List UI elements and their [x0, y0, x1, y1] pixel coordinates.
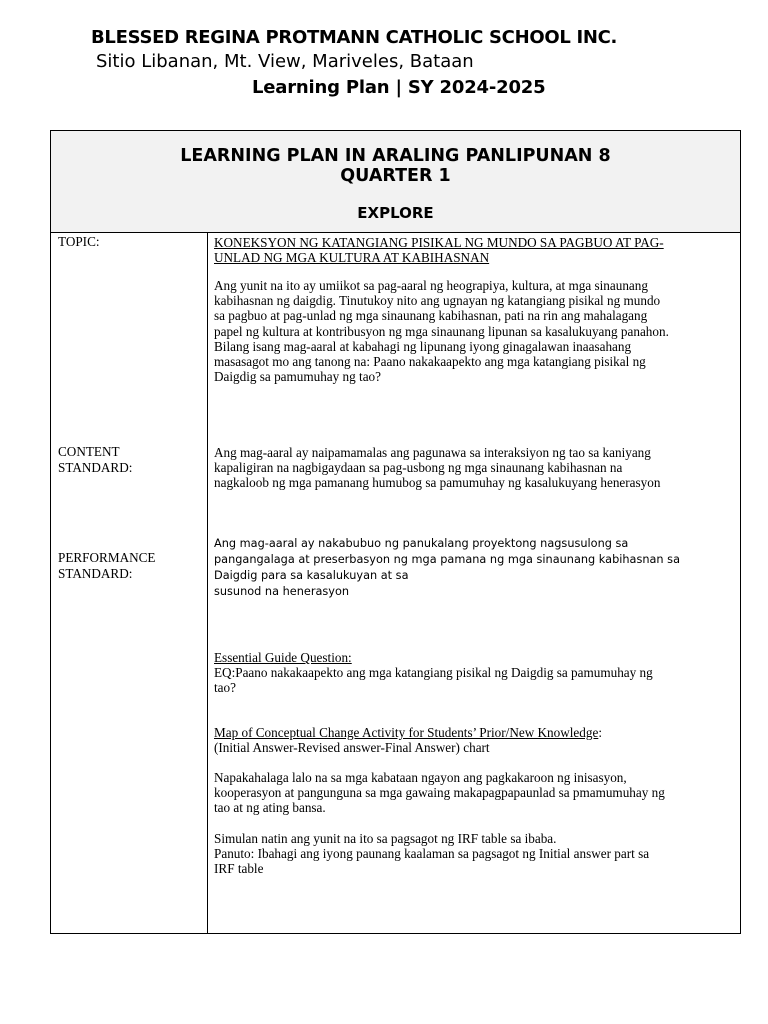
performance-line: Ang mag-aaral ay nakabubuo ng panukalang proyektong nagsusulong sa — [214, 537, 629, 550]
importance-line: Napakahalaga lalo na sa mga kabataan ngayon ang pagkakaroon ng inisasyon, — [214, 770, 627, 785]
quarter-title: QUARTER 1 — [340, 166, 451, 186]
topic-line: sa pagbuo at pag-unlad ng mga sinaunang kabihasnan, pati na rin ang mahalagang — [214, 308, 648, 324]
map-colon: : — [598, 725, 602, 740]
school-name: BLESSED REGINA PROTMANN CATHOLIC SCHOOL INC. — [91, 27, 618, 48]
instruction-line: Panuto: Ibahagi ang iyong paunang kaalaman sa pagsagot ng Initial answer part sa — [214, 846, 650, 862]
topic-heading-line: KONEKSYON NG KATANGIANG PISIKAL NG MUNDO SA PAGBUO AT PAG- — [214, 235, 664, 250]
topic-heading — [214, 235, 738, 265]
conceptual-change-map — [214, 725, 738, 755]
importance-line: kooperasyon at pangunguna sa mga gawaing makapagpapaunlad sa pmamumuhay ng — [214, 785, 665, 801]
topic-label: TOPIC: — [58, 234, 100, 249]
learning-plan-table — [50, 130, 741, 934]
egq-line: EQ:Paano nakakaapekto ang mga katangiang pisikal ng Daigdig sa pamumuhay ng — [214, 665, 653, 681]
plan-title: LEARNING PLAN IN ARALING PANLIPUNAN 8 — [180, 146, 611, 166]
topic-line: papel ng kultura at kontribusyon ng mga sinaunang lipunan sa kasalukuyang panahon. — [214, 323, 669, 339]
topic-line: Daigdig sa pamumuhay ng tao? — [214, 369, 382, 385]
performance-standard-text — [214, 536, 738, 600]
content-standard-label — [58, 444, 132, 475]
importance-line: tao at ng ating bansa. — [214, 800, 326, 816]
column-divider — [207, 232, 208, 934]
essential-guide-question — [214, 650, 738, 696]
content-line: kapaligiran na nagbigaydaan sa pag-usbong ng mga sinaunang kabihasnan na — [214, 460, 623, 476]
map-line: (Initial Answer-Revised answer-Final Answer) chart — [214, 740, 490, 756]
topic-line: Bilang isang mag-aaral at kabahagi ng lipunang iyong ginagalawan inaasahang — [214, 338, 632, 354]
title-box — [51, 131, 740, 233]
map-heading-line — [214, 725, 738, 740]
performance-standard-label — [58, 550, 155, 581]
performance-standard-label-line: STANDARD: — [58, 565, 133, 581]
map-heading: Map of Conceptual Change Activity for Students’ Prior/New Knowledge — [214, 725, 599, 740]
performance-line: pangangalaga at preserbasyon ng mga pamana ng mga sinaunang kabihasnan sa — [214, 553, 680, 566]
topic-line: Ang yunit na ito ay umiikot sa pag-aaral ng heograpiya, kultura, at mga sinaunang — [214, 278, 648, 293]
content-standard-label-line: CONTENT — [58, 444, 120, 459]
content-line: Ang mag-aaral ay naipamamalas ang pagunawa sa interaksiyon ng tao sa kaniyang — [214, 445, 651, 460]
instruction-line: Simulan natin ang yunit na ito sa pagsagot ng IRF table sa ibaba. — [214, 831, 557, 846]
content-standard-text — [214, 445, 738, 491]
performance-line: Daigdig para sa kasalukuyan at sa — [214, 569, 409, 582]
instruction-line: IRF table — [214, 861, 264, 877]
importance-paragraph — [214, 770, 738, 816]
instructions-paragraph — [214, 831, 738, 877]
topic-line: kabihasnan ng daigdig. Tinutukoy nito ang ugnayan ng katangiang pisikal ng mundo — [214, 293, 661, 309]
topic-heading-line: UNLAD NG MGA KULTURA AT KABIHASNAN — [214, 250, 490, 266]
egq-heading: Essential Guide Question: — [214, 650, 352, 665]
content-line: nagkaloob ng mga pamanang humubog sa pamumuhay ng kasalukuyang henerasyon — [214, 475, 661, 491]
performance-line: susunod na henerasyon — [214, 585, 350, 598]
egq-line: tao? — [214, 680, 236, 696]
learning-plan-year: Learning Plan | SY 2024-2025 — [252, 77, 546, 98]
content-standard-label-line: STANDARD: — [58, 459, 133, 475]
school-address: Sitio Libanan, Mt. View, Mariveles, Bataan — [96, 51, 474, 72]
section-title: EXPLORE — [357, 204, 434, 222]
performance-standard-label-line: PERFORMANCE — [58, 550, 156, 565]
topic-line: masasagot mo ang tanong na: Paano nakakaapekto ang mga katangiang pisikal ng — [214, 354, 646, 370]
topic-description — [214, 278, 738, 384]
